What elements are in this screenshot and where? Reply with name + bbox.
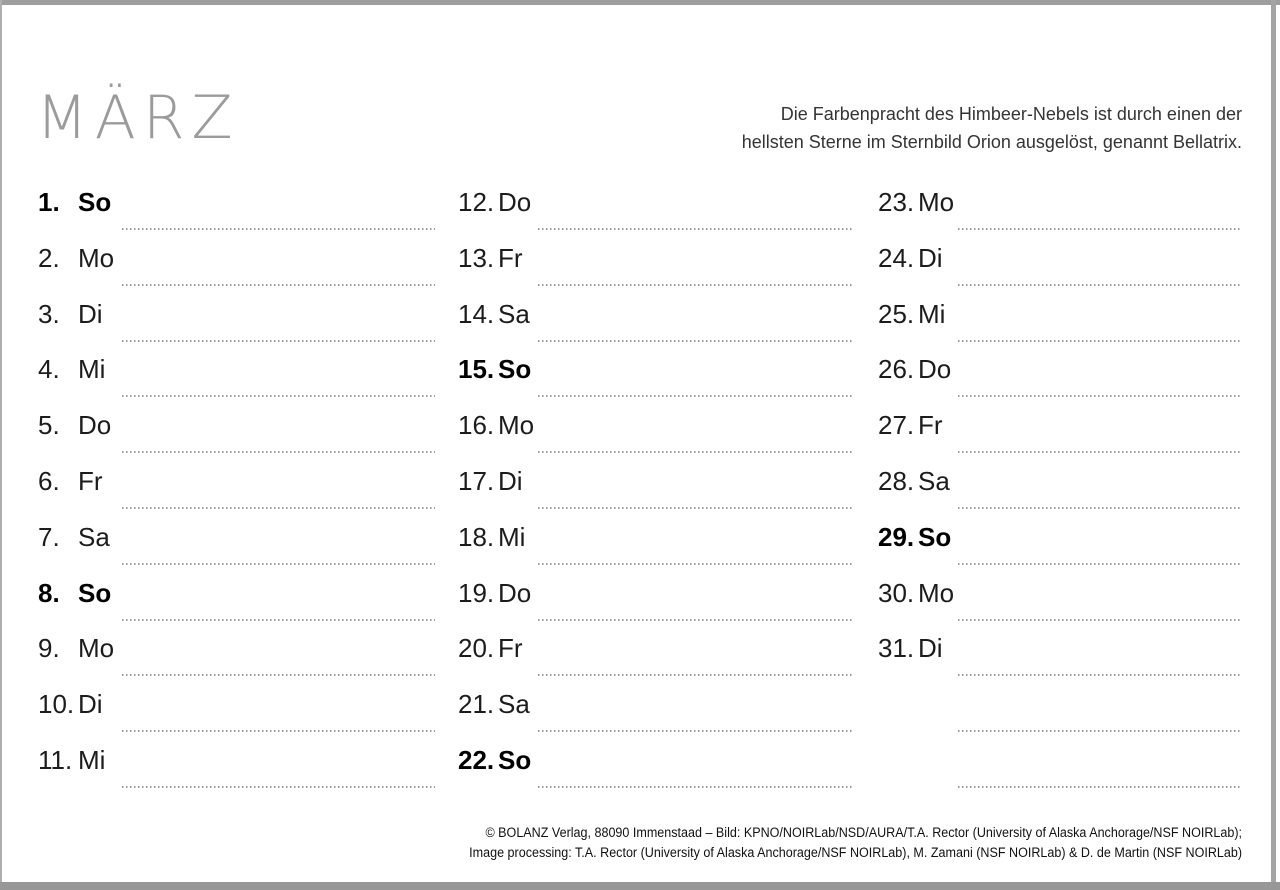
day-abbrev: Mo bbox=[78, 633, 115, 664]
calendar-day-row bbox=[458, 684, 854, 740]
day-number: 3. bbox=[38, 298, 60, 329]
calendar-day-row bbox=[878, 405, 1242, 461]
day-abbrev: So bbox=[78, 577, 112, 608]
day-number: 8. bbox=[38, 577, 60, 608]
day-number: 13. bbox=[458, 242, 495, 273]
calendar-day-row bbox=[38, 628, 435, 684]
day-number: 14. bbox=[458, 298, 495, 329]
day-number: 11. bbox=[38, 744, 73, 775]
writing-line bbox=[122, 507, 435, 509]
day-abbrev: Do bbox=[498, 187, 532, 217]
writing-line bbox=[538, 730, 854, 732]
calendar-day-row bbox=[458, 182, 854, 238]
writing-line bbox=[122, 786, 435, 788]
day-abbrev: Mo bbox=[918, 577, 955, 608]
writing-line bbox=[958, 563, 1242, 565]
calendar-day-row bbox=[458, 238, 854, 294]
page-edge-right bbox=[1271, 0, 1276, 890]
day-number: 25. bbox=[878, 298, 915, 329]
day-number: 4. bbox=[38, 354, 60, 385]
day-number: 22. bbox=[458, 744, 495, 775]
calendar-day-row bbox=[878, 294, 1242, 350]
calendar-day-row bbox=[38, 238, 435, 294]
writing-line bbox=[958, 786, 1242, 788]
day-abbrev: Di bbox=[78, 689, 103, 720]
writing-line bbox=[958, 284, 1242, 286]
calendar-day-row bbox=[458, 740, 854, 796]
writing-line bbox=[122, 674, 435, 676]
day-abbrev: Do bbox=[78, 410, 112, 441]
day-number: 12. bbox=[458, 187, 495, 217]
day-number: 6. bbox=[38, 465, 60, 496]
writing-line bbox=[122, 619, 435, 621]
credit-line-1: © BOLANZ Verlag, 88090 Immenstaad – Bild: KPNO/NOIRLab/NSD/AURA/T.A. Rector (University of Alaska Anchorage/NSF NOIRLab); bbox=[485, 825, 1243, 840]
day-number: 26. bbox=[878, 354, 915, 385]
calendar-column-3 bbox=[878, 182, 1242, 796]
day-number: 23. bbox=[878, 187, 915, 217]
day-number: 29. bbox=[878, 521, 915, 552]
calendar-blank-row bbox=[878, 740, 1242, 796]
day-abbrev: Mi bbox=[78, 354, 106, 385]
day-abbrev: Fr bbox=[918, 410, 943, 441]
calendar-day-row bbox=[38, 573, 435, 629]
day-abbrev: Fr bbox=[498, 242, 523, 273]
day-number: 21. bbox=[458, 689, 495, 720]
day-abbrev: Mo bbox=[918, 187, 955, 217]
calendar-day-row bbox=[878, 349, 1242, 405]
day-abbrev: Mo bbox=[498, 410, 535, 441]
calendar-day-row bbox=[878, 461, 1242, 517]
writing-line bbox=[538, 786, 854, 788]
writing-line bbox=[538, 619, 854, 621]
day-number: 31. bbox=[878, 633, 915, 664]
calendar-day-row bbox=[458, 349, 854, 405]
writing-line bbox=[538, 674, 854, 676]
day-abbrev: So bbox=[78, 187, 112, 217]
calendar-column-1 bbox=[38, 182, 435, 796]
calendar-day-row bbox=[458, 517, 854, 573]
writing-line bbox=[538, 563, 854, 565]
writing-line bbox=[958, 451, 1242, 453]
calendar-day-row bbox=[458, 461, 854, 517]
page-edge-top bbox=[0, 0, 1280, 5]
day-abbrev: Sa bbox=[78, 521, 110, 552]
caption-line-2: hellsten Sterne im Sternbild Orion ausgelöst, genannt Bellatrix. bbox=[741, 132, 1242, 152]
writing-line bbox=[538, 284, 854, 286]
day-number: 2. bbox=[38, 242, 60, 273]
writing-line bbox=[958, 730, 1242, 732]
calendar-blank-row bbox=[878, 684, 1242, 740]
day-number: 1. bbox=[38, 187, 60, 217]
writing-line bbox=[958, 674, 1242, 676]
page-edge-left bbox=[0, 0, 2, 890]
day-number: 9. bbox=[38, 633, 60, 664]
day-abbrev: Di bbox=[918, 242, 943, 273]
calendar-column-2 bbox=[458, 182, 854, 796]
month-title: MÄRZ bbox=[36, 83, 240, 153]
calendar-day-row bbox=[38, 684, 435, 740]
writing-line bbox=[122, 284, 435, 286]
day-abbrev: Sa bbox=[498, 689, 530, 720]
calendar-day-row bbox=[878, 182, 1242, 238]
day-number: 18. bbox=[458, 521, 495, 552]
day-abbrev: Di bbox=[918, 633, 943, 664]
day-abbrev: So bbox=[498, 354, 532, 385]
writing-line bbox=[122, 395, 435, 397]
credit-line-2: Image processing: T.A. Rector (University of Alaska Anchorage/NSF NOIRLab), M. Zamani (NSF NOIRLab) & D. de Martin (NSF NOIRLab) bbox=[469, 845, 1242, 860]
day-abbrev: Do bbox=[918, 354, 952, 385]
day-number: 10. bbox=[38, 689, 75, 720]
day-abbrev: Mi bbox=[78, 744, 106, 775]
calendar-day-row bbox=[38, 349, 435, 405]
day-number: 24. bbox=[878, 242, 915, 273]
calendar-day-row bbox=[38, 405, 435, 461]
day-abbrev: Fr bbox=[78, 465, 103, 496]
writing-line bbox=[958, 507, 1242, 509]
writing-line bbox=[538, 451, 854, 453]
caption-line-1: Die Farbenpracht des Himbeer-Nebels ist durch einen der bbox=[780, 104, 1242, 124]
calendar-day-row bbox=[878, 238, 1242, 294]
calendar-day-row bbox=[38, 740, 435, 796]
calendar-day-row bbox=[458, 628, 854, 684]
writing-line bbox=[122, 563, 435, 565]
calendar-day-row bbox=[38, 182, 435, 238]
day-abbrev: Di bbox=[498, 465, 523, 496]
day-abbrev: Di bbox=[78, 298, 103, 329]
calendar-day-row bbox=[38, 517, 435, 573]
writing-line bbox=[122, 730, 435, 732]
writing-line bbox=[958, 228, 1242, 230]
calendar-day-row bbox=[458, 405, 854, 461]
day-number: 15. bbox=[458, 354, 495, 385]
writing-line bbox=[958, 395, 1242, 397]
writing-line bbox=[538, 228, 854, 230]
writing-line bbox=[122, 228, 435, 230]
calendar-day-row bbox=[458, 294, 854, 350]
day-abbrev: Mi bbox=[498, 521, 526, 552]
day-abbrev: So bbox=[498, 744, 532, 775]
day-number: 16. bbox=[458, 410, 495, 441]
calendar-day-row bbox=[878, 628, 1242, 684]
day-abbrev: Sa bbox=[918, 465, 950, 496]
image-caption bbox=[742, 100, 1242, 156]
calendar-day-row bbox=[878, 517, 1242, 573]
calendar-day-row bbox=[878, 573, 1242, 629]
day-number: 19. bbox=[458, 577, 495, 608]
day-number: 28. bbox=[878, 465, 915, 496]
day-number: 30. bbox=[878, 577, 915, 608]
day-abbrev: Do bbox=[498, 577, 532, 608]
calendar-day-row bbox=[38, 461, 435, 517]
page-edge-bottom bbox=[0, 882, 1280, 890]
day-abbrev: Mo bbox=[78, 242, 115, 273]
writing-line bbox=[538, 340, 854, 342]
copyright-credits bbox=[469, 823, 1242, 863]
writing-line bbox=[538, 395, 854, 397]
day-number: 5. bbox=[38, 410, 60, 441]
writing-line bbox=[958, 619, 1242, 621]
writing-line bbox=[122, 451, 435, 453]
writing-line bbox=[122, 340, 435, 342]
day-abbrev: So bbox=[918, 521, 952, 552]
day-number: 27. bbox=[878, 410, 915, 441]
writing-line bbox=[538, 507, 854, 509]
day-abbrev: Sa bbox=[498, 298, 530, 329]
writing-line bbox=[958, 340, 1242, 342]
calendar-day-row bbox=[458, 573, 854, 629]
day-abbrev: Mi bbox=[918, 298, 946, 329]
day-abbrev: Fr bbox=[498, 633, 523, 664]
day-number: 7. bbox=[38, 521, 60, 552]
calendar-day-row bbox=[38, 294, 435, 350]
day-number: 20. bbox=[458, 633, 495, 664]
day-number: 17. bbox=[458, 465, 495, 496]
